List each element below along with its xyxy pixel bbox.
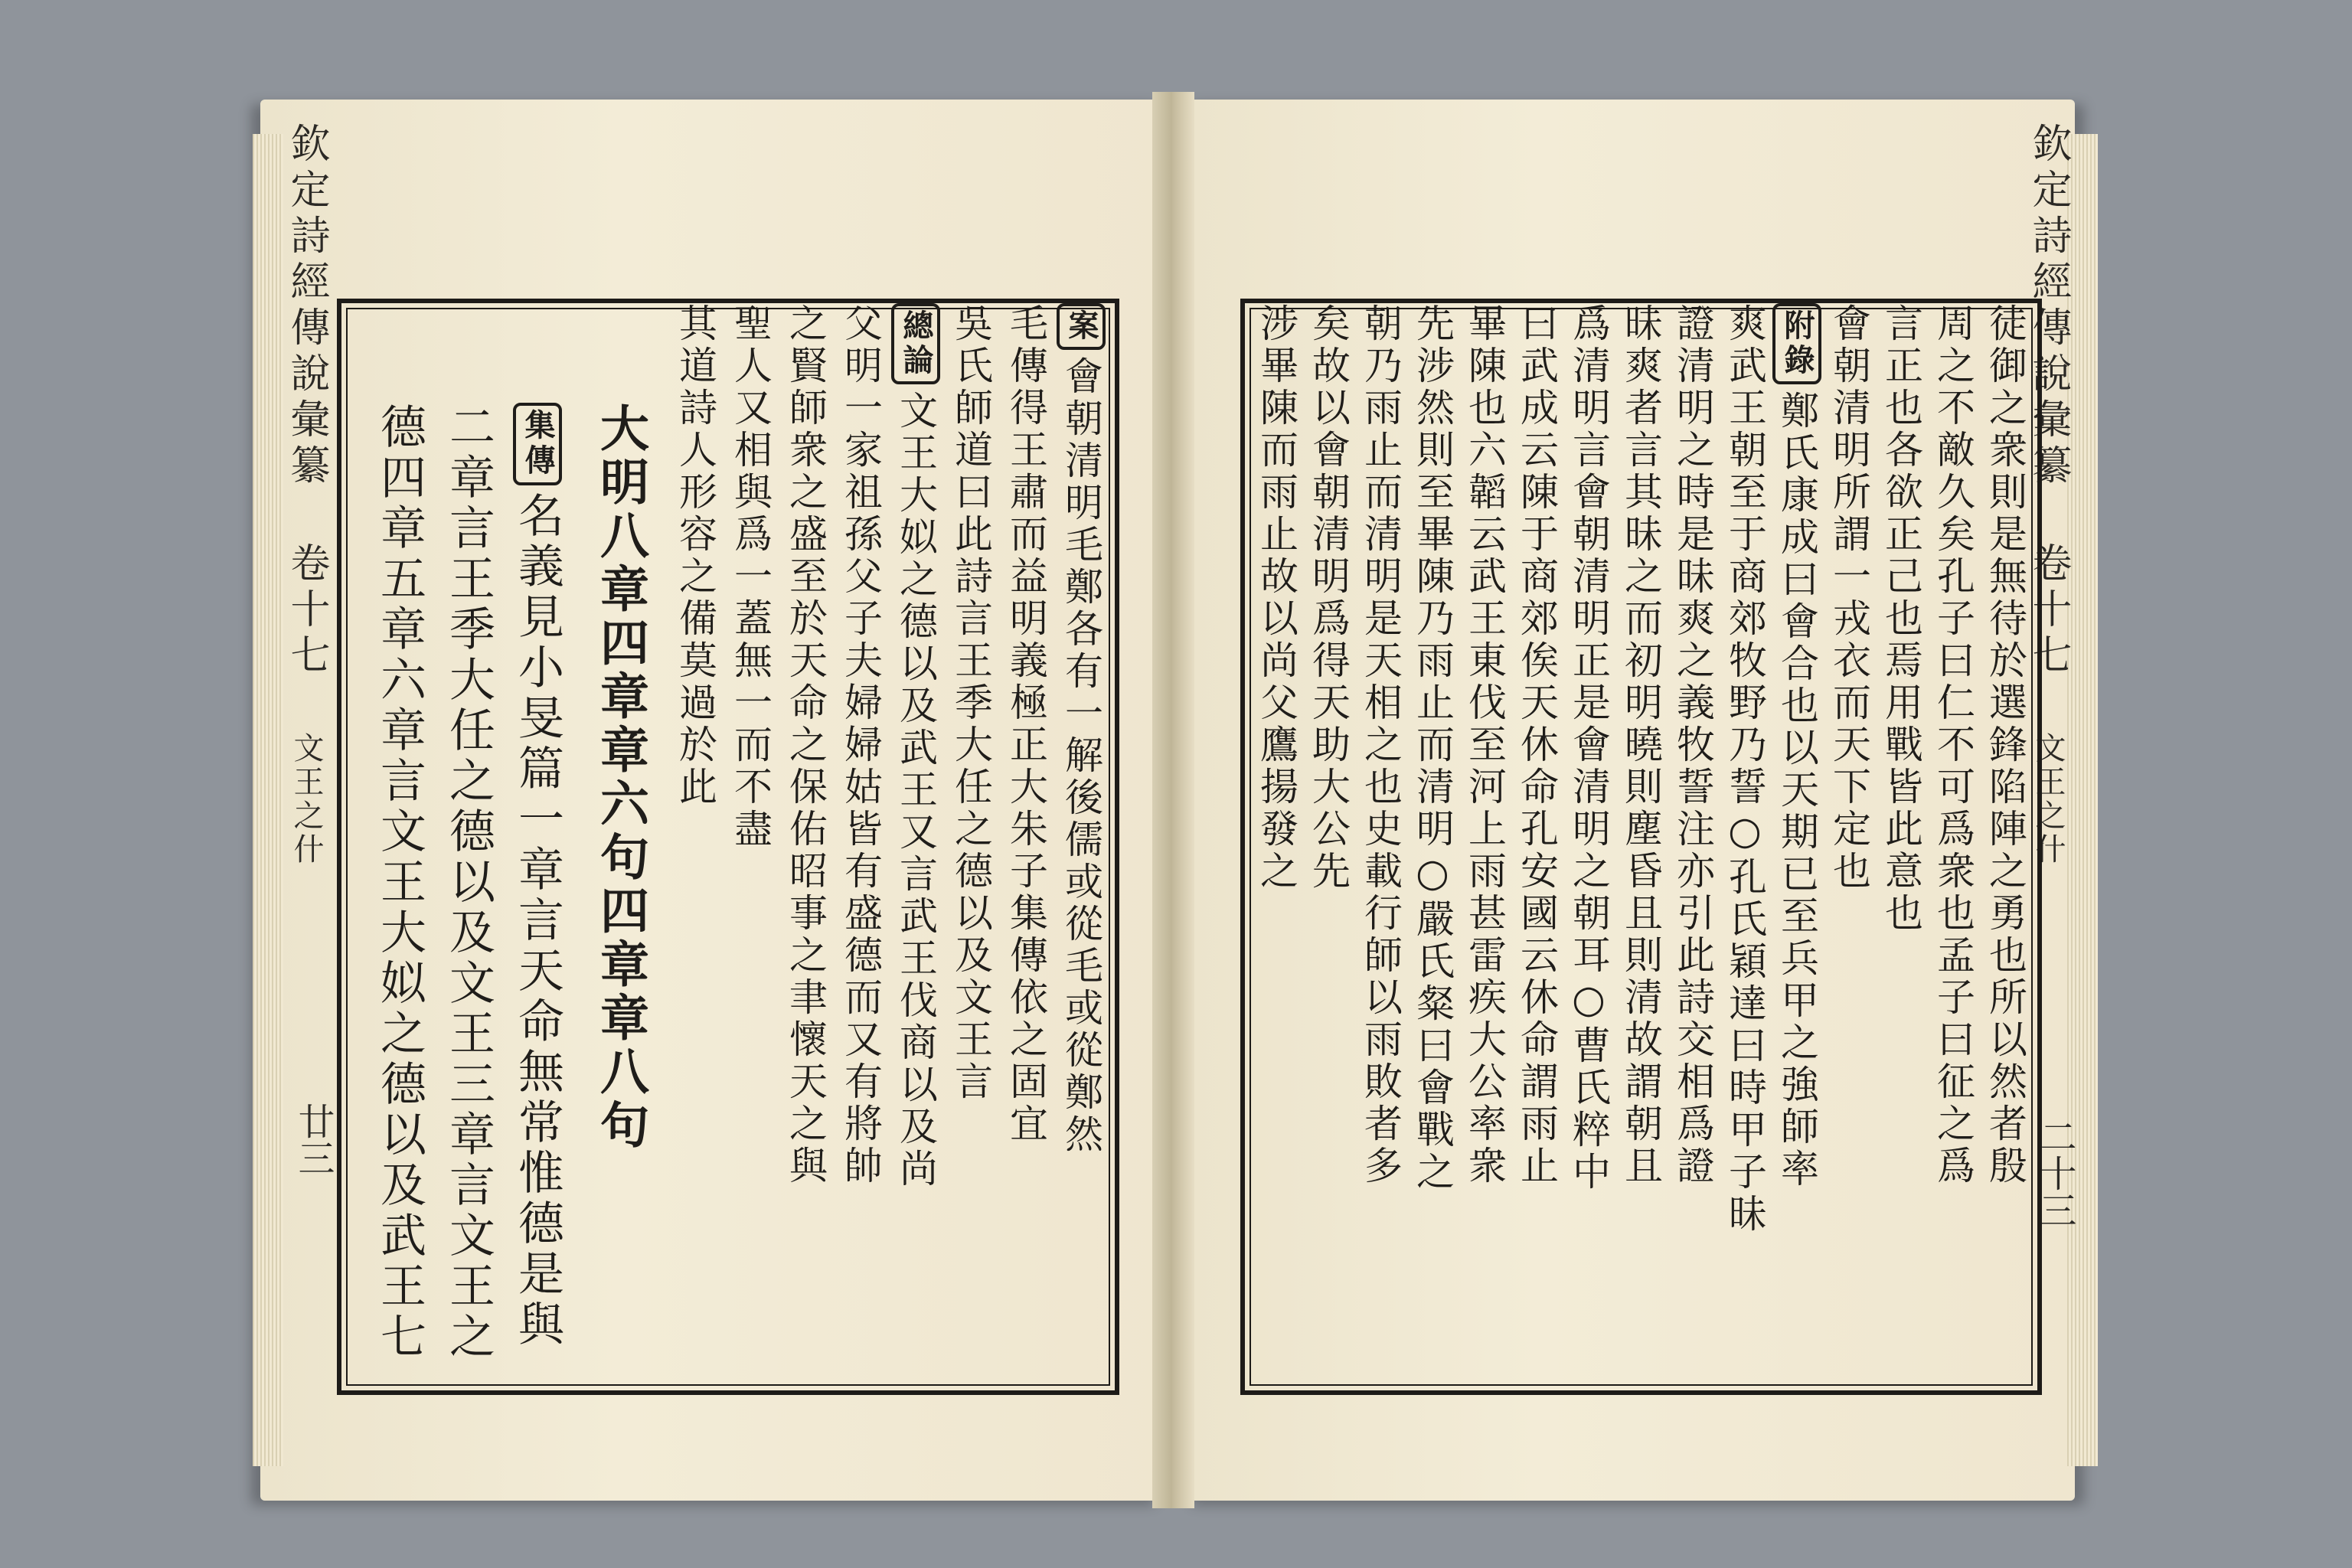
left-column-4-text: 文王大姒之德以及武王又言武王伐商以及尚 bbox=[893, 390, 938, 1191]
left-column-2-text: 毛傳得王肅而益明義極正大朱子集傳依之固宜 bbox=[1004, 303, 1048, 1145]
left-column-6-text: 之賢師衆之盛至於天命之保佑昭事之聿懷天之與 bbox=[783, 303, 828, 1187]
collected-stamp: 集傳 bbox=[513, 403, 562, 485]
right-column-10 bbox=[1511, 303, 1563, 1390]
right-column-13 bbox=[1354, 303, 1406, 1390]
collected-column-3-text: 德四章五章六章言文王大姒之德以及武王七 bbox=[373, 403, 426, 1363]
left-column-2 bbox=[1000, 303, 1052, 1390]
right-column-2 bbox=[1927, 303, 1979, 1390]
left-column-1-stamp: 案 bbox=[1057, 303, 1106, 350]
right-column-6-text: 爽武王朝至于商郊牧野乃誓○孔氏穎達曰時甲子昧 bbox=[1723, 303, 1767, 1236]
right-column-2-text: 周之不敵久矣孔子曰仁不可爲衆也孟子曰征之爲 bbox=[1931, 303, 1975, 1187]
collected-column-2 bbox=[436, 403, 501, 1490]
right-column-11-text: 畢陳也六韜云武王東伐至河上雨甚雷疾大公率衆 bbox=[1462, 303, 1507, 1187]
left-column-5-text: 父明一家祖孫父子夫婦婦姑皆有盛德而又有將帥 bbox=[838, 303, 883, 1187]
right-column-3 bbox=[1875, 303, 1927, 1390]
right-column-1-text: 徒御之衆則是無待於選鋒陷陣之勇也所以然者殷 bbox=[1983, 303, 2027, 1187]
right-column-13-text: 朝乃雨止而清明是天相之也史載行師以雨敗者多 bbox=[1358, 303, 1403, 1187]
right-column-14-text: 矣故以會朝清明爲得天助大公先 bbox=[1306, 303, 1351, 893]
right-column-9-text: 爲清明言會朝清明正是會清明之朝耳○曹氏粹中 bbox=[1566, 303, 1611, 1194]
left-column-7-text: 聖人又相與爲一蓋無一而不盡 bbox=[728, 303, 773, 851]
collected-column-2-text: 二章言王季大任之德以及文王三章言文王之 bbox=[442, 403, 495, 1363]
right-column-9 bbox=[1563, 303, 1615, 1390]
left-spine-volume: 卷十七 bbox=[283, 542, 329, 680]
collected-column-3 bbox=[368, 403, 432, 1490]
right-text-frame bbox=[1240, 299, 2042, 1395]
left-column-4 bbox=[890, 303, 942, 1390]
right-column-4-text: 會朝清明所謂一戎衣而天下定也 bbox=[1827, 303, 1871, 893]
right-column-11 bbox=[1459, 303, 1511, 1390]
right-column-5-text: 鄭氏康成曰會合也以天期已至兵甲之強師率 bbox=[1775, 390, 1819, 1191]
left-column-8 bbox=[669, 303, 721, 1390]
poem-title: 大明八章四章章六句四章章八句 bbox=[592, 403, 649, 1153]
right-column-14 bbox=[1302, 303, 1354, 1390]
left-page-number: 廿三 bbox=[292, 1102, 335, 1176]
left-spine-title: 欽定詩經傳說彙纂 bbox=[283, 122, 329, 490]
right-column-5 bbox=[1771, 303, 1823, 1390]
right-column-6 bbox=[1719, 303, 1771, 1390]
left-column-8-text: 其道詩人形容之備莫過於此 bbox=[673, 303, 717, 808]
right-spine-volume: 卷十七 bbox=[2025, 542, 2071, 680]
right-column-12-text: 先涉然則至畢陳乃雨止而清明○嚴氏粲曰會戰之 bbox=[1410, 303, 1455, 1194]
left-column-4-stamp: 總論 bbox=[891, 303, 940, 384]
left-column-3 bbox=[945, 303, 997, 1390]
collected-column-1-text: 名義見小旻篇一章言天命無常惟德是與 bbox=[511, 492, 564, 1351]
left-column-7 bbox=[724, 303, 776, 1390]
left-column-1-text: 會朝清明毛鄭各有一解後儒或從毛或從鄭然 bbox=[1059, 356, 1103, 1156]
left-text-frame bbox=[337, 299, 1119, 1395]
right-column-15-text: 涉畢陳而雨止故以尚父鷹揚發之 bbox=[1254, 303, 1298, 893]
left-spine-label bbox=[264, 122, 348, 1386]
left-column-5 bbox=[835, 303, 887, 1390]
right-column-10-text: 曰武成云陳于商郊俟天休命孔安國云休命謂雨止 bbox=[1514, 303, 1559, 1187]
left-spine-section: 文王之什 bbox=[289, 732, 324, 867]
right-column-5-stamp: 附錄 bbox=[1772, 303, 1821, 384]
right-column-7-text: 證清明之時是昧爽之義牧誓注亦引此詩交相爲證 bbox=[1671, 303, 1715, 1187]
right-spine-title: 欽定詩經傳說彙纂 bbox=[2025, 122, 2071, 490]
right-column-3-text: 言正也各欲正己也焉用戰皆此意也 bbox=[1879, 303, 1923, 935]
book-gutter bbox=[1152, 92, 1194, 1508]
right-spine-section: 文王之什 bbox=[2030, 732, 2066, 867]
collected-column-1 bbox=[505, 403, 570, 1490]
right-column-7 bbox=[1667, 303, 1719, 1390]
right-column-8 bbox=[1615, 303, 1667, 1390]
right-column-8-text: 昧爽者言其昧之而初明曉則塵昏且則清故謂朝且 bbox=[1619, 303, 1663, 1187]
right-column-1 bbox=[1979, 303, 2031, 1390]
right-page-number: 二十三 bbox=[2034, 1118, 2076, 1228]
right-column-4 bbox=[1823, 303, 1875, 1390]
right-column-12 bbox=[1406, 303, 1459, 1390]
left-column-3-text: 吳氏師道曰此詩言王季大任之德以及文王言 bbox=[949, 303, 993, 1103]
left-column-6 bbox=[779, 303, 831, 1390]
left-column-1 bbox=[1055, 303, 1107, 1390]
right-column-15 bbox=[1250, 303, 1302, 1390]
